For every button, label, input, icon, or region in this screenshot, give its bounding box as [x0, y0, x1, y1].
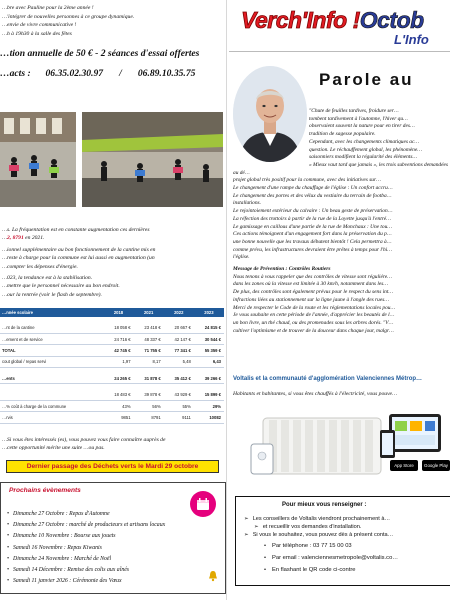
table-cell: 6,43 [194, 356, 224, 367]
table-cell: 1,97 [103, 356, 133, 367]
table-cell: 35 412 € [164, 373, 194, 384]
editorial-line: comme prévu, les infrastructures devraient être prêtes à temps pour l'hi… [233, 246, 393, 253]
radiator-icon [263, 418, 381, 474]
event-item: • Samedi 14 Décembre : Remise des colis aux aînés [7, 565, 197, 576]
table-cell: 8,17 [134, 356, 164, 367]
stats-line: …mettre que le personnel nécessaire au bon endroit. [2, 283, 120, 290]
table-cell: 24 716 € [103, 333, 133, 344]
table-row-label: …ement et de service [0, 333, 103, 344]
table-row-label: …ents [0, 373, 103, 384]
prevention-line: Nous tenons à vous rappeler que des contrôles de vitesse sont réguliére… [233, 273, 392, 280]
contacts-line [0, 68, 195, 79]
stats-line: …023, la tendance est à la stabilisation. [2, 275, 93, 282]
editorial-line: observaient souvent la nature pour en tirer des… [309, 123, 415, 130]
table-cell: 29% [194, 400, 224, 411]
table-row-label: cout global / repas servi [0, 356, 103, 367]
table-row [0, 333, 224, 344]
table-cell: 10082 [194, 412, 224, 423]
stats-line: …s. La fréquentation est en constante augmentation ces dernières [2, 227, 150, 233]
editorial-line: une bonne nouvelle que les travaux débutent bientôt ! Cela permettra à… [233, 238, 392, 245]
intro-line: …h à 19h30 à la salle des fêtes [2, 30, 72, 37]
event-item: • Samedi 11 janvier 2026 : Cérémonie des Vœux [7, 576, 197, 587]
stats-line: …our la rentrée (voir le flash de septembre). [2, 291, 102, 298]
table-header: 2022 [164, 308, 194, 317]
contacts-label: …acts : [0, 68, 31, 79]
table-header: 2021 [134, 308, 164, 317]
voltalis-email[interactable]: • Par email : valenciennesmetropole@voltalis.co… [264, 555, 398, 561]
stats-line-highlight [2, 234, 222, 242]
event-item: • Dimanche 27 Octobre : marché de producteurs et artisans locaux [7, 520, 197, 531]
editorial-line: installations. [233, 200, 262, 207]
stats-highlight-figure: 2, 8791 [6, 235, 24, 242]
stats-line: …ionnel supplémentaire au bon fonctionnement de la cantine mis en [2, 246, 156, 253]
table-cell: 42 147 € [164, 333, 194, 344]
events-title: Prochains évènements [9, 487, 81, 494]
contact-phone-1[interactable]: 06.35.02.30.97 [45, 68, 104, 79]
table-row-label: …rvis [0, 412, 103, 423]
table-row-label: TOTAL [0, 345, 103, 356]
event-item: • Dimanche 27 Octobre : Repas d'Automne [7, 509, 197, 520]
editorial-line: Ces actions témoignent d'un engagement fort dans la préservation du p… [233, 231, 392, 238]
voltalis-illustration [233, 404, 450, 492]
editorial-line: tombent tardivement à l'automne, l'hiver qu… [309, 115, 408, 122]
app-store-badge[interactable] [390, 460, 418, 471]
prevention-line: De plus, des contrôles sont également prévus pour le respect du sens int… [233, 289, 394, 296]
event-item: • Dimanche 10 Novembre : Bourse aux jouets [7, 531, 197, 542]
editorial-line: saisonniers modifient la régularité des éléments… [309, 154, 418, 161]
prevention-line: Merci de respecter le Code de la route et les réglementations locales pou… [233, 304, 396, 311]
table-row [0, 322, 224, 333]
table-row [0, 412, 224, 423]
info-box-item: ➢ Si vous le souhaitez, vous pouvez dès à présent conta… [244, 531, 450, 539]
bell-icon [207, 569, 219, 587]
stats-suffix: en 2021. [23, 235, 45, 242]
editorial-line: "Chute de feuilles tardives, froidure ser… [309, 108, 399, 114]
table-cell: 8791 [134, 412, 164, 423]
info-box-item: ➢ Les conseillers de Voltalis viendront prochainement à… [244, 515, 450, 523]
stats-line: …compter les dépenses d'énergie. [2, 263, 78, 270]
prevention-line: cultiver l'optimisme et de trouver de la douceur dans chaque jour, malgr… [233, 327, 394, 334]
event-item: • Dimanche 24 Novembre : Marché de Noël [7, 554, 197, 565]
masthead-verch: Verch' [241, 7, 307, 33]
table-cell: 77 341 € [164, 345, 194, 356]
table-cell: 42 745 € [103, 345, 133, 356]
editorial-line: projet global très positif pour la commune, avec des initiatives sur… [233, 177, 381, 184]
table-cell: 18 483 € [103, 389, 133, 400]
table-cell: 43% [103, 400, 133, 411]
cantine-finance-table [0, 308, 224, 424]
prevention-line: infractions liées au stationnement sur la ligne jaune à l'angle des rues… [233, 296, 390, 303]
table-row-label [0, 389, 103, 400]
table-header: 2023 [194, 308, 224, 317]
editorial-line: l'église. [233, 254, 250, 261]
voltalis-title: Voltalis et la communauté d'agglomération Valenciennes Métrop… [233, 376, 423, 382]
editorial-text [233, 108, 450, 335]
masthead-title [241, 7, 424, 33]
voltalis-info-box [235, 496, 450, 586]
table-cell: 20 667 € [164, 322, 194, 333]
editorial-line: « Mieux vaut tard que jamais », les trois subventions demandées au dé… [233, 161, 448, 176]
masthead [229, 0, 450, 52]
table-cell: 55 359 € [194, 345, 224, 356]
table-cell: 18 058 € [103, 322, 133, 333]
table-header: …nnée scolaire [0, 308, 103, 317]
table-cell: 31 878 € [134, 373, 164, 384]
gym-photo-left [0, 112, 76, 207]
event-item: • Samedi 16 Novembre : Repas Kiwanis [7, 543, 197, 554]
editorial-line: question. Le réchauffement global, les phénomène… [309, 146, 423, 153]
cantine-stats-text [2, 226, 222, 299]
editorial-line: Le gamissage en caillous d'une partie de la rue de Monchaux : Une tou… [233, 223, 393, 230]
table-cell: 55% [164, 400, 194, 411]
app-store-label: App Store [394, 463, 414, 468]
stats-line: …reste à charge pour la commune est lui aussi en augmentation (un [2, 255, 155, 262]
table-row-label: …nt de la cantine [0, 322, 103, 333]
editorial-line: Cependant, avec les changements climatiques ac… [309, 138, 420, 145]
editorial-line: Le changement d'une rampe du chauffage de l'église : Un confort accru… [233, 185, 393, 192]
table-cell: 15 899 € [194, 389, 224, 400]
voltalis-subtitle: Habitants et habitantes, si vous êtes chauffés à l'électricité, vous pouve… [233, 391, 398, 397]
cotisation-heading: …tion annuelle de 50 € - 2 séances d'essai offertes [0, 48, 200, 59]
table-row [0, 389, 224, 400]
table-cell: 56% [134, 400, 164, 411]
table-cell: 39 878 € [134, 389, 164, 400]
table-cell: 24 265 € [103, 373, 133, 384]
contact-phone-2[interactable]: 06.89.10.35.75 [137, 68, 196, 79]
masthead-subtitle: L'Info [394, 32, 429, 47]
voltalis-qr-instructions: • En flashant le QR code ci-contre [264, 567, 355, 573]
gym-photo-right [82, 112, 223, 207]
table-row [0, 345, 224, 356]
intro-line: …'intégrer de nouvelles personnes à ce groupe dynamique. [2, 13, 135, 20]
table-cell: 30 544 € [194, 333, 224, 344]
table-cell: 9111 [164, 412, 194, 423]
voltalis-phone[interactable]: • Par téléphone : 03 77 15 00 03 [264, 543, 352, 549]
google-play-badge[interactable] [422, 460, 450, 471]
events-list [7, 509, 197, 587]
table-cell: 5,48 [164, 356, 194, 367]
dechets-verts-banner: Dernier passage des Déchets verts le Mardi 29 octobre [6, 460, 219, 473]
contact-separator: / [119, 68, 122, 79]
editorial-line: tradition de sagesse populaire. [309, 131, 376, 138]
zumba-intro [2, 4, 224, 38]
masthead-info: Info ! [306, 7, 360, 33]
intro-line: …envie de vivre communicative ! [2, 22, 77, 28]
association-line: …Si vous êtes intéressés (es), vous pouvez vous faire connaître auprès de [2, 437, 166, 443]
info-box-heading: Pour mieux vous renseigner : [282, 502, 367, 508]
table-cell: 48 337 € [134, 333, 164, 344]
editorial-line: Le changement des portes et des vélux du vestiaire du terrain de footba… [233, 192, 392, 199]
parole-heading: Parole au [319, 70, 414, 89]
stats-prefix: … [2, 235, 7, 242]
table-cell: 23 418 € [134, 322, 164, 333]
masthead-month: Octob [359, 7, 424, 33]
table-cell: 9851 [103, 412, 133, 423]
table-cell: 71 755 € [134, 345, 164, 356]
google-play-label: Google Play [424, 463, 448, 468]
table-row-label: …% coût à charge de la commune [0, 400, 103, 411]
table-cell: 43 929 € [164, 389, 194, 400]
association-text [2, 436, 222, 452]
table-header: 2018 [103, 308, 133, 317]
table-cell: 39 266 € [194, 373, 224, 384]
intro-line: …bre avec Pauline pour la 2ème année ! [2, 5, 94, 11]
association-line: …cette opportunité mérite une suite …ou pas. [2, 445, 105, 451]
editorial-line: Le rejointoiement extérieur du calvaire : Un beau geste de préservation… [233, 208, 393, 215]
table-cell: 24 815 € [194, 322, 224, 333]
events-box [0, 482, 226, 594]
info-box-list [244, 515, 450, 539]
prevention-line: Je vous souhaite en cette période de l'année, d'apprécier les beautés de l… [233, 312, 395, 319]
editorial-line: La réfection des trottoirs à partir de la rue de la Loyette jusqu'à l'entré… [233, 215, 391, 222]
right-column [229, 0, 450, 600]
prevention-line: dans les zones où la vitesse est limitée à 30 km/h, notamment dans les… [233, 281, 389, 288]
table-row [0, 400, 224, 411]
prevention-line: un bon livre, un thé chaud, ou des promenades sous les arbres dorés. "V… [233, 319, 394, 326]
info-box-item: ➢ et recueillir vos demandes d'installation. [244, 523, 450, 531]
table-row [0, 356, 224, 367]
table-row [0, 373, 224, 384]
prevention-title: Message de Prévention : Contrôles Routiers [233, 266, 331, 273]
